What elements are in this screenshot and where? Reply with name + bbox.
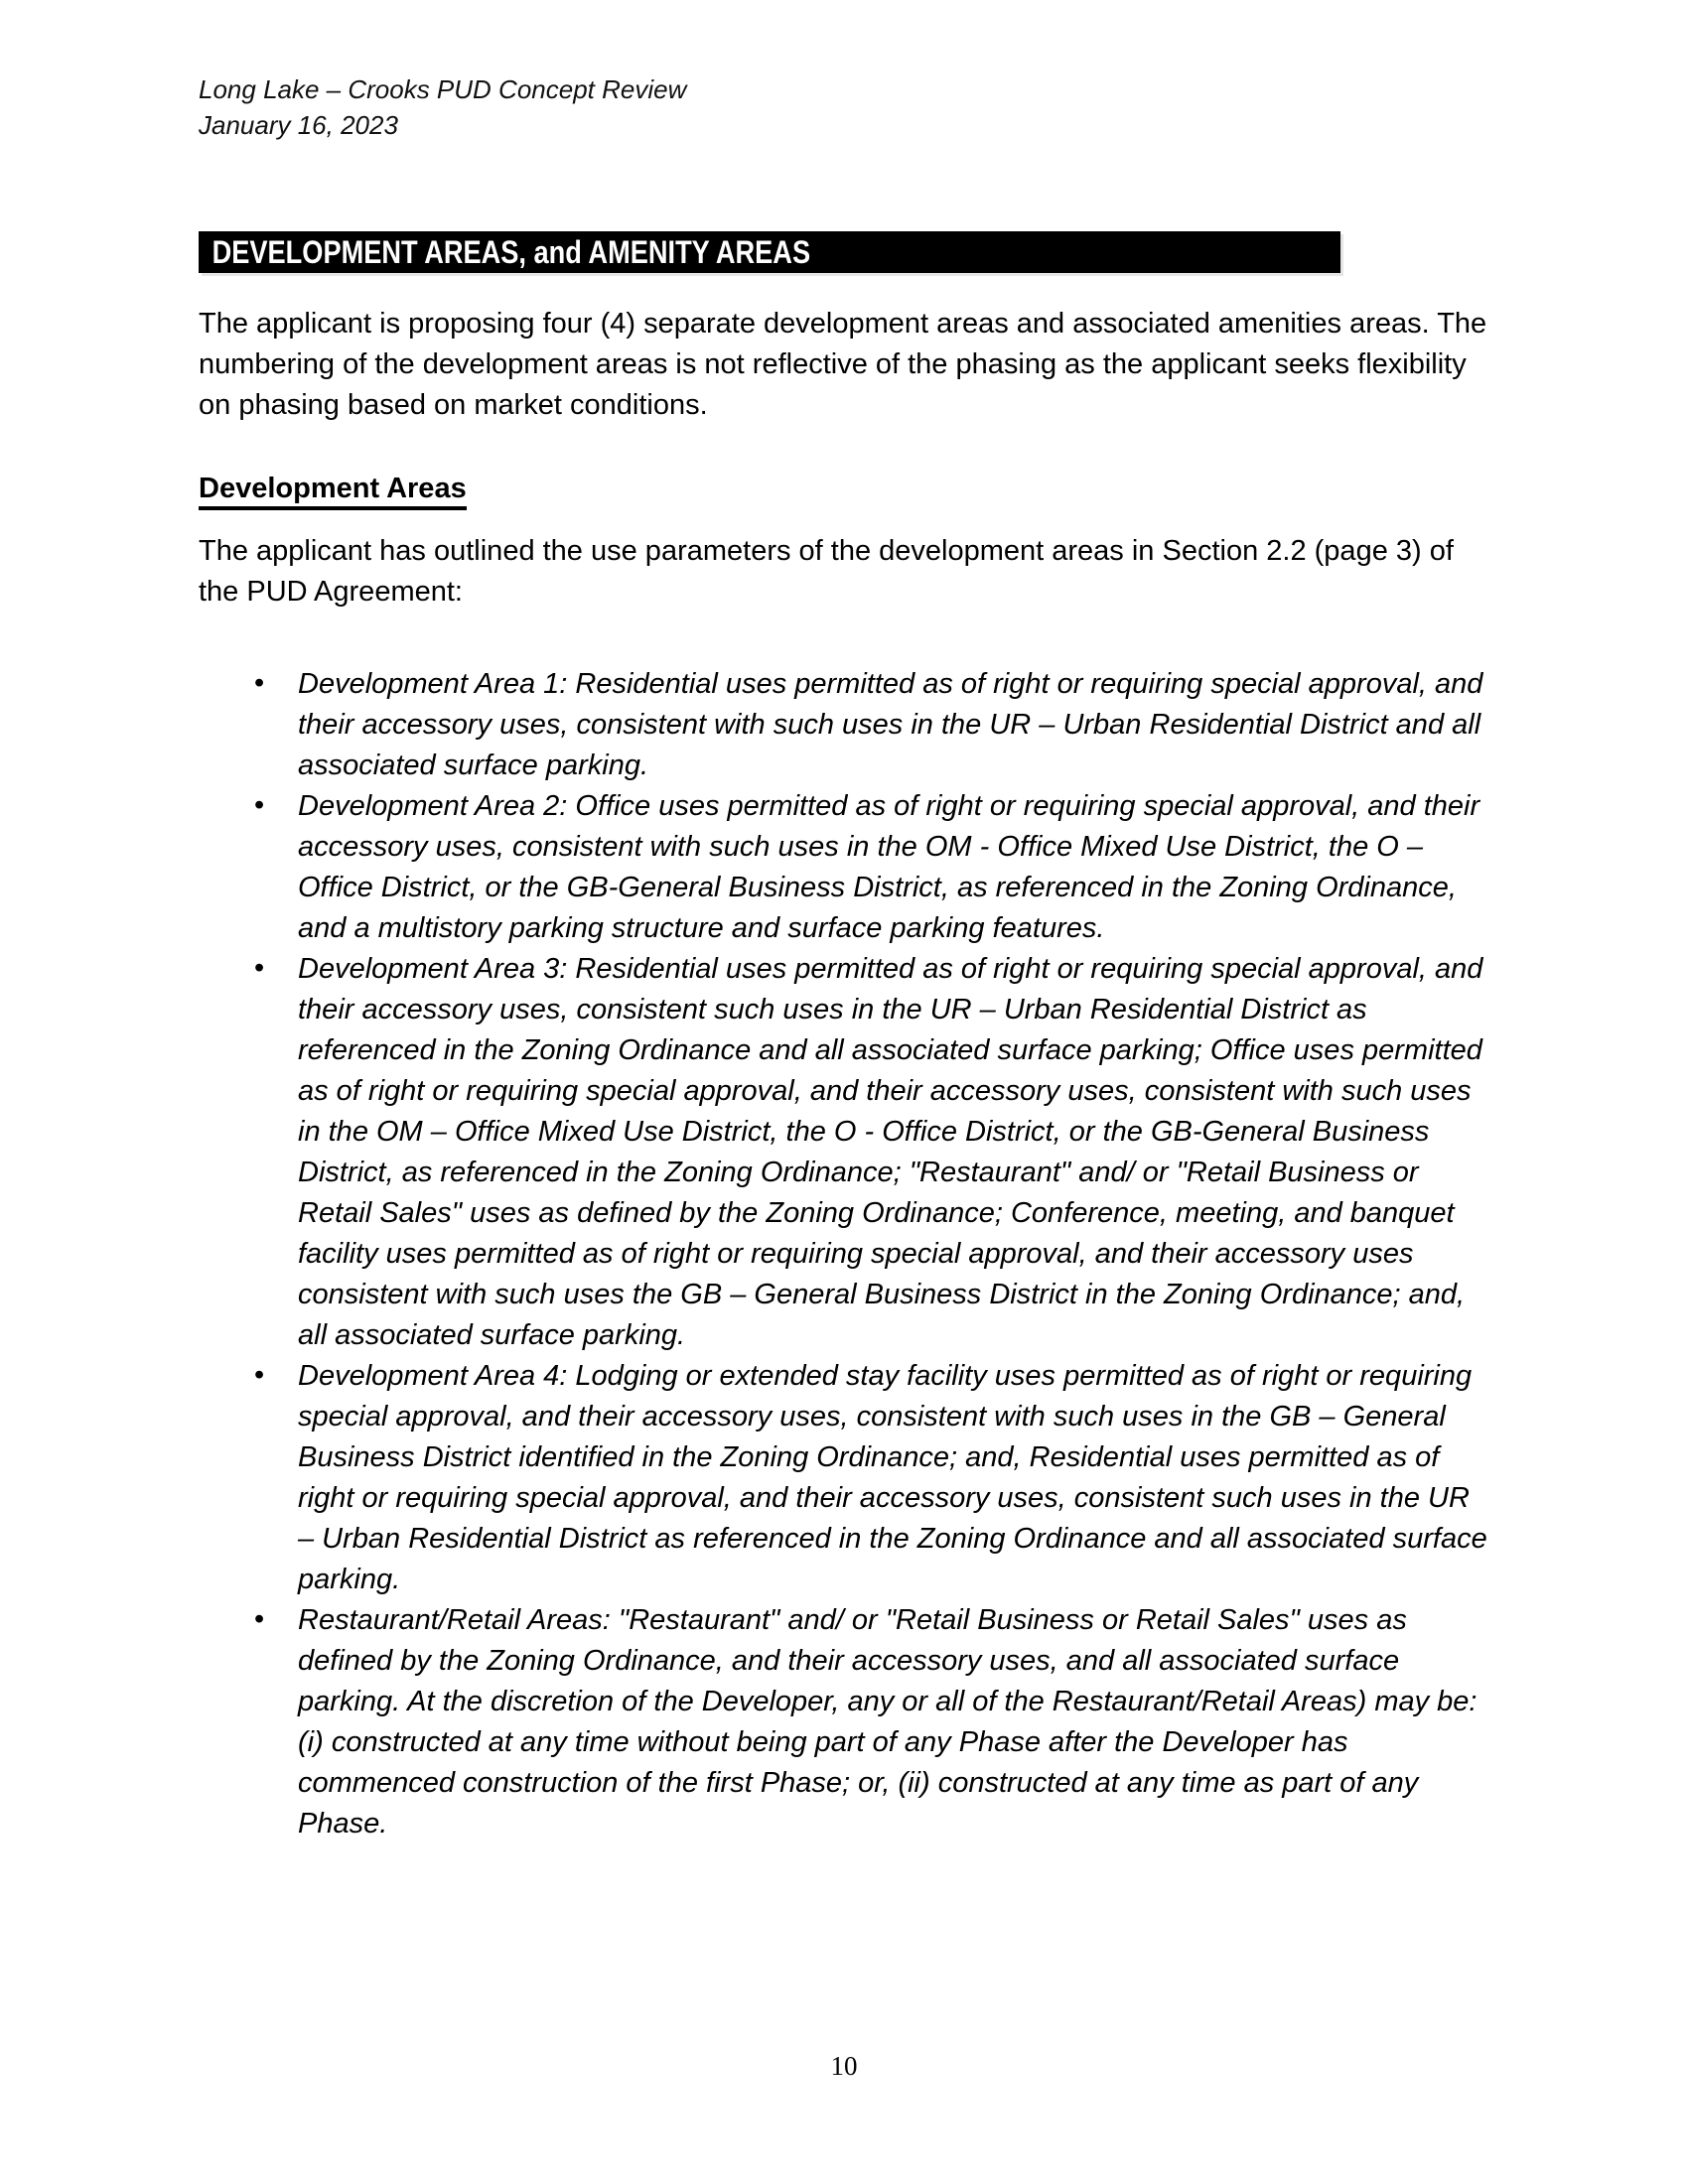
header-title: Long Lake – Crooks PUD Concept Review <box>199 74 687 104</box>
list-item-development-area-3 <box>199 949 1489 1356</box>
bullet-icon: • <box>254 667 265 699</box>
development-areas-list <box>199 664 1489 1844</box>
bullet-icon: • <box>254 952 265 984</box>
list-item-text: Restaurant/Retail Areas: "Restaurant" and/ or "Retail Business or Retail Sales" uses as defined by the Zoning Ordinance, and their accessory uses, and all associated surface parking. At the discretion of the Developer, any or all of the Restaurant/Retail Areas) may be: (i) constructed at any time without being part of any Phase after the Developer has commenced construction of the first Phase; or, (ii) constructed at any time as part of any Phase. <box>298 1604 1477 1840</box>
intro-paragraph: The applicant is proposing four (4) separate development areas and associated amenities areas. The numbering of the development areas is not reflective of the phasing as the applicant seeks flexibility on phasing based on market conditions. <box>199 308 1487 421</box>
bullet-icon: • <box>254 1603 265 1635</box>
page-number: 10 <box>830 2051 858 2081</box>
list-item-development-area-4 <box>199 1356 1489 1600</box>
list-item-text: Development Area 1: Residential uses permitted as of right or requiring special approval, and their accessory uses, consistent with such uses in the UR – Urban Residential District and all associated surface parking. <box>298 668 1483 781</box>
list-item-restaurant-retail-areas <box>199 1600 1489 1844</box>
bullet-icon: • <box>254 1359 265 1391</box>
section-banner-title: DEVELOPMENT AREAS, and AMENITY AREAS <box>211 233 811 270</box>
lead-paragraph: The applicant has outlined the use parameters of the development areas in Section 2.2 (page 3) of the PUD Agreement: <box>199 535 1454 608</box>
list-item-text: Development Area 2: Office uses permitted as of right or requiring special approval, and their accessory uses, consistent with such uses in the OM - Office Mixed Use District, the O – Office District, or the GB-General Business District, as referenced in the Zoning Ordinance, and a multistory parking structure and surface parking features. <box>298 790 1480 944</box>
bullet-icon: • <box>254 789 265 821</box>
document-header <box>199 71 1489 143</box>
subheading-text: Development Areas <box>199 473 467 510</box>
header-date: January 16, 2023 <box>199 110 398 140</box>
section-banner <box>199 231 1340 273</box>
list-item-text: Development Area 3: Residential uses permitted as of right or requiring special approval, and their accessory uses, consistent such uses in the UR – Urban Residential District as referenced in the Zoning Ordinance and all associated surface parking; Office uses permitted as of right or requiring special approval, and their accessory uses, consistent with such uses in the OM – Office Mixed Use District, the O - Office District, or the GB-General Business District, as referenced in the Zoning Ordinance; "Restaurant" and/ or "Retail Business or Retail Sales" uses as defined by the Zoning Ordinance; Conference, meeting, and banquet facility uses permitted as of right or requiring special approval, and their accessory uses consistent with such uses the GB – General Business District in the Zoning Ordinance; and, all associated surface parking. <box>298 953 1483 1351</box>
list-item-development-area-2 <box>199 786 1489 949</box>
subheading-development-areas <box>199 473 1489 505</box>
list-item-development-area-1 <box>199 664 1489 786</box>
list-item-text: Development Area 4: Lodging or extended stay facility uses permitted as of right or requiring special approval, and their accessory uses, consistent with such uses in the GB – General Business District identified in the Zoning Ordinance; and, Residential uses permitted as of right or requiring special approval, and their accessory uses, consistent such uses in the UR – Urban Residential District as referenced in the Zoning Ordinance and all associated surface parking. <box>298 1360 1487 1595</box>
